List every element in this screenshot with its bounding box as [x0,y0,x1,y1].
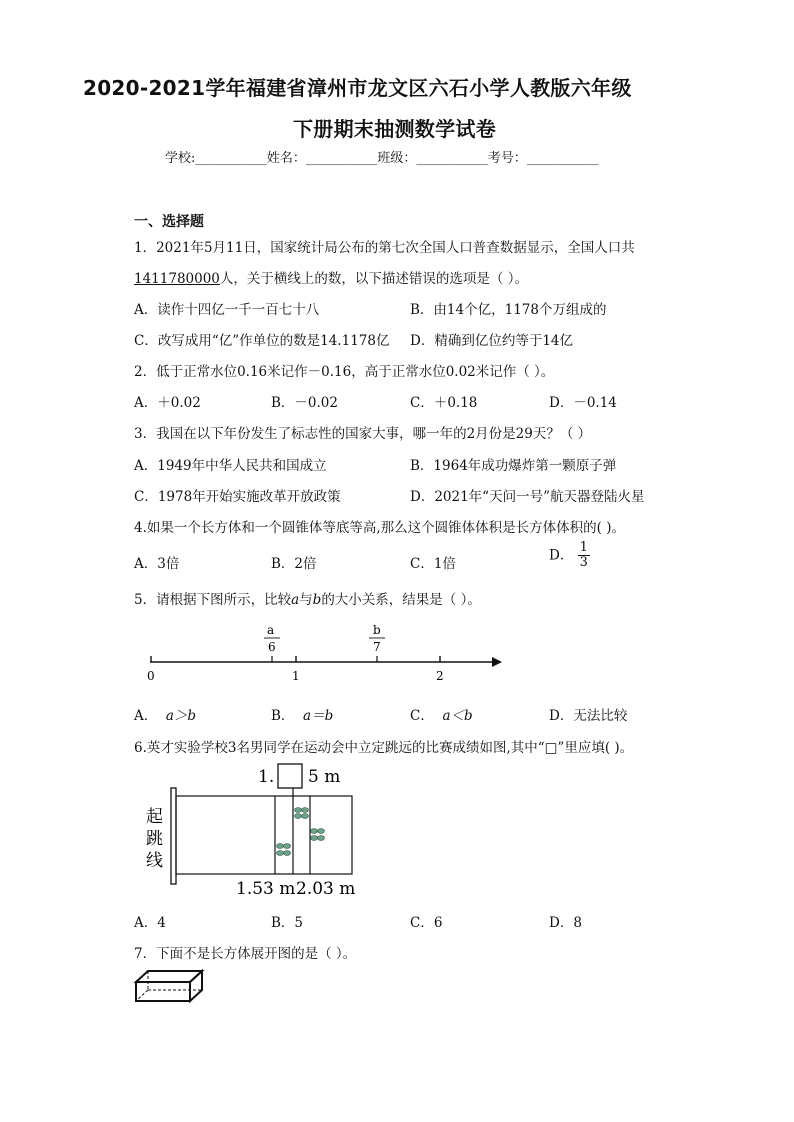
student-info-line: 学校:___________姓名：___________班级：___________考号：___________ [165,151,599,166]
long-jump-figure [140,758,370,898]
question-1-number: 1411780000 [134,271,220,287]
question-5-option-c-expr: a＜b [442,708,473,724]
start-line-char-3: 线 [146,851,163,871]
fraction-denominator: 3 [579,555,588,571]
fraction-numerator: 1 [579,540,588,555]
number-line-arrow [492,657,502,667]
question-5-option-b-expr: a＝b [303,708,334,724]
question-5-option-b-label: B． [271,708,295,724]
start-line-char-2: 跳 [146,829,163,849]
question-2-text: 2．低于正常水位0.16米记作－0.16，高于正常水位0.02米记作（ ）。 [134,364,555,380]
question-3-option-b: B．1964年成功爆炸第一颗原子弹 [410,458,617,474]
label-b-numerator: b [373,623,381,637]
cuboid-icon [132,966,208,1006]
question-1-option-b: B．由14个亿，1178个万组成的 [410,302,607,318]
question-5-text-b: 的大小关系，结果是（ ）。 [321,592,481,608]
answer-box [278,764,302,788]
question-1-option-a: A．读作十四亿一千一百七十八 [134,302,320,318]
question-5-text-a: 5．请根据下图所示，比较 [134,592,292,608]
question-5-option-d: D．无法比较 [549,708,628,724]
question-2-option-c: C．＋0.18 [410,395,478,411]
question-3-option-d: D．2021年“天问一号”航天器登陆火星 [410,489,645,505]
question-5-option-c-label: C． [410,708,434,724]
question-1-option-c: C．改写成用“亿”作单位的数是14.1178亿 [134,333,390,349]
fraction-one-third [578,541,590,571]
question-6-option-c: C．6 [410,915,443,931]
section-heading-choice: 一、选择题 [134,214,204,230]
question-2-option-d: D．－0.14 [549,395,617,411]
question-6-text: 6.英才实验学校3名男同学在运动会中立定跳远的比赛成绩如图,其中“□”里应填( )。 [134,740,634,756]
mark-label-1: 1.53 m [236,879,296,898]
question-5-var-b: b [312,592,322,608]
question-4-option-b: B．2倍 [271,556,317,572]
top-label-prefix: 1. [258,767,275,787]
jump-pit [176,796,352,874]
question-6-option-d: D．8 [549,915,582,931]
start-line-bar [171,788,176,884]
question-3-text: 3．我国在以下年份发生了标志性的国家大事，哪一年的2月份是29天？（ ） [134,426,592,442]
page-title-line2: 下册期末抽测数学试卷 [293,117,496,141]
question-1-text-cont: 人，关于横线上的数，以下描述错误的选项是（ ）。 [219,271,528,287]
question-1-option-d: D．精确到亿位约等于14亿 [410,333,574,349]
question-5-option-b [271,704,333,724]
question-5-text [134,588,481,608]
tick-label-0: 0 [147,669,155,683]
question-4-option-d [549,541,590,571]
tick-label-2: 2 [436,669,444,683]
question-5-option-c [410,704,473,724]
question-3-option-a: A．1949年中华人民共和国成立 [134,458,327,474]
question-6-option-b: B．5 [271,915,304,931]
question-5-var-a: a [291,592,300,608]
question-4-option-c: C．1倍 [410,556,456,572]
question-2-option-b: B．－0.02 [271,395,338,411]
question-5-option-a-label: A． [134,708,158,724]
start-line-char-1: 起 [146,807,163,827]
question-5-option-a-expr: a＞b [165,708,197,724]
question-4-option-a: A．3倍 [134,556,180,572]
label-a-denominator: 6 [268,640,276,654]
question-5-text-mid: 与 [299,592,313,608]
question-1-text: 1．2021年5月11日，国家统计局公布的第七次全国人口普查数据显示，全国人口共 [134,240,635,256]
question-6-option-a: A．4 [134,915,166,931]
question-2-option-a: A．＋0.02 [134,395,201,411]
mark-label-2: 2.03 m [296,879,356,898]
tick-label-1: 1 [292,669,300,683]
number-line-figure [140,620,520,690]
label-a-numerator: a [267,623,275,637]
question-1-text-line2 [134,267,528,287]
question-4-option-d-label: D． [549,547,574,564]
question-3-option-c: C．1978年开始实施改革开放政策 [134,489,341,505]
top-label-suffix: 5 m [308,767,341,787]
question-5-option-a [134,704,196,724]
question-4-text: 4.如果一个长方体和一个圆锥体等底等高,那么这个圆锥体体积是长方体体积的( )。 [134,520,625,536]
question-7-text: 7．下面不是长方体展开图的是（ ）。 [134,946,357,962]
page-title-line1: 2020-2021学年福建省漳州市龙文区六石小学人教版六年级 [83,76,632,100]
footprints-icon [277,808,325,856]
label-b-denominator: 7 [373,640,381,654]
